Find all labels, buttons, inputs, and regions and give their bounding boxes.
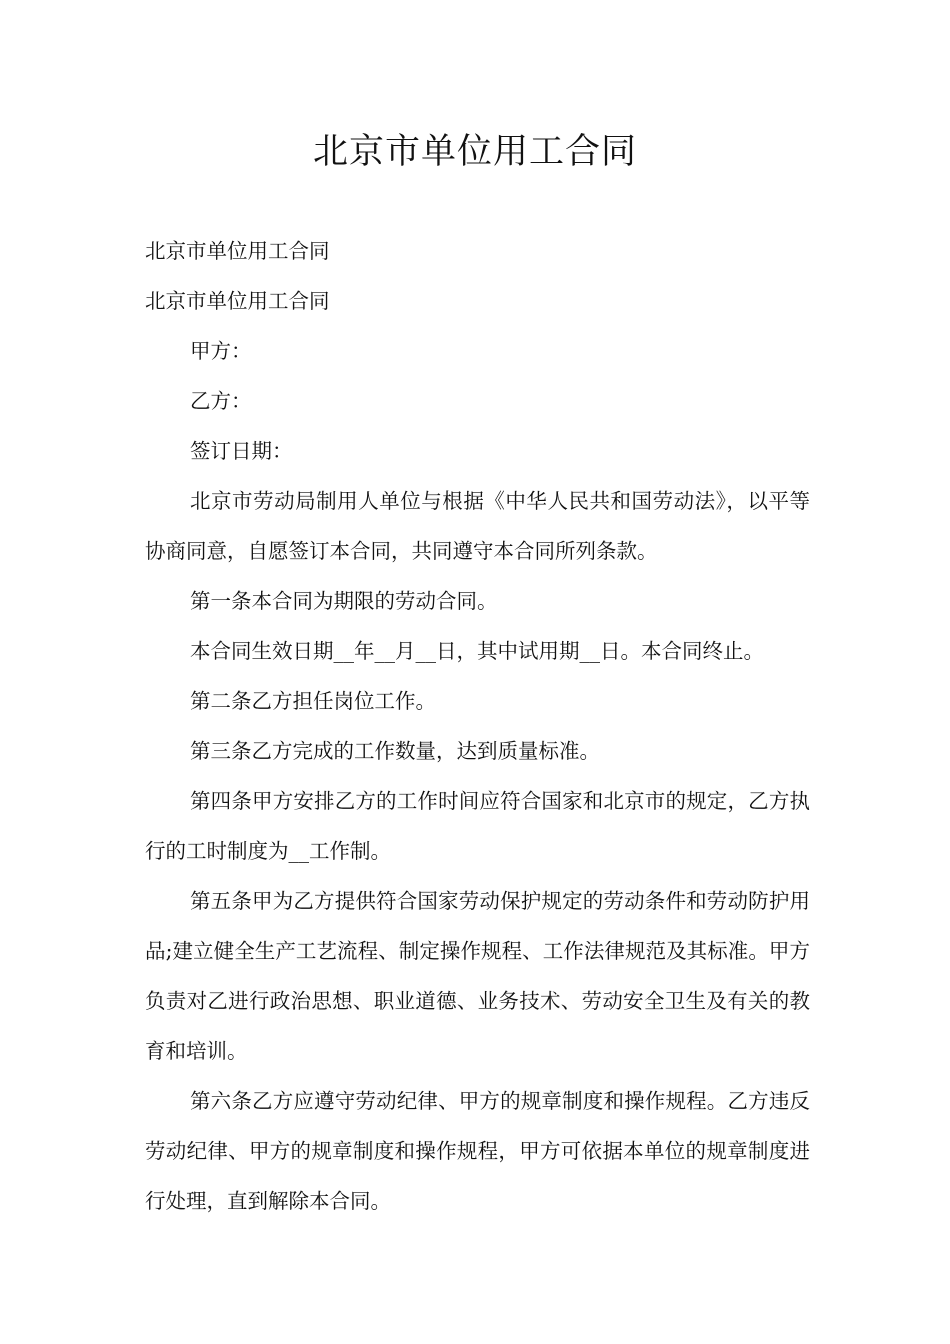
article-4: 第四条甲方安排乙方的工作时间应符合国家和北京市的规定，乙方执行的工时制度为__工作制。 (145, 789, 810, 863)
article-5: 第五条甲为乙方提供符合国家劳动保护规定的劳动条件和劳动防护用品;建立健全生产工艺流程、制定操作规程、工作法律规范及其标准。甲方负责对乙进行政治思想、职业道德、业务技术、劳动安全卫生及有关的教育和培训。 (145, 889, 810, 1063)
document-body (145, 226, 810, 1226)
subtitle-line-2: 北京市单位用工合同 (145, 289, 330, 313)
article-2: 第二条乙方担任岗位工作。 (190, 689, 436, 713)
document-title: 北京市单位用工合同 (312, 132, 637, 172)
party-b-field: 乙方： (190, 389, 252, 413)
preamble-paragraph: 北京市劳动局制用人单位与根据《中华人民共和国劳动法》，以平等协商同意，自愿签订本合同，共同遵守本合同所列条款。 (145, 489, 810, 563)
article-1: 第一条本合同为期限的劳动合同。 (190, 589, 498, 613)
article-3: 第三条乙方完成的工作数量，达到质量标准。 (190, 739, 600, 763)
party-a-field: 甲方： (190, 339, 252, 363)
signing-date-field: 签订日期： (190, 439, 293, 463)
effective-date-paragraph: 本合同生效日期__年__月__日，其中试用期__日。本合同终止。 (190, 639, 764, 663)
article-6: 第六条乙方应遵守劳动纪律、甲方的规章制度和操作规程。乙方违反劳动纪律、甲方的规章制度和操作规程，甲方可依据本单位的规章制度进行处理，直到解除本合同。 (145, 1089, 810, 1213)
subtitle-line-1: 北京市单位用工合同 (145, 239, 330, 263)
